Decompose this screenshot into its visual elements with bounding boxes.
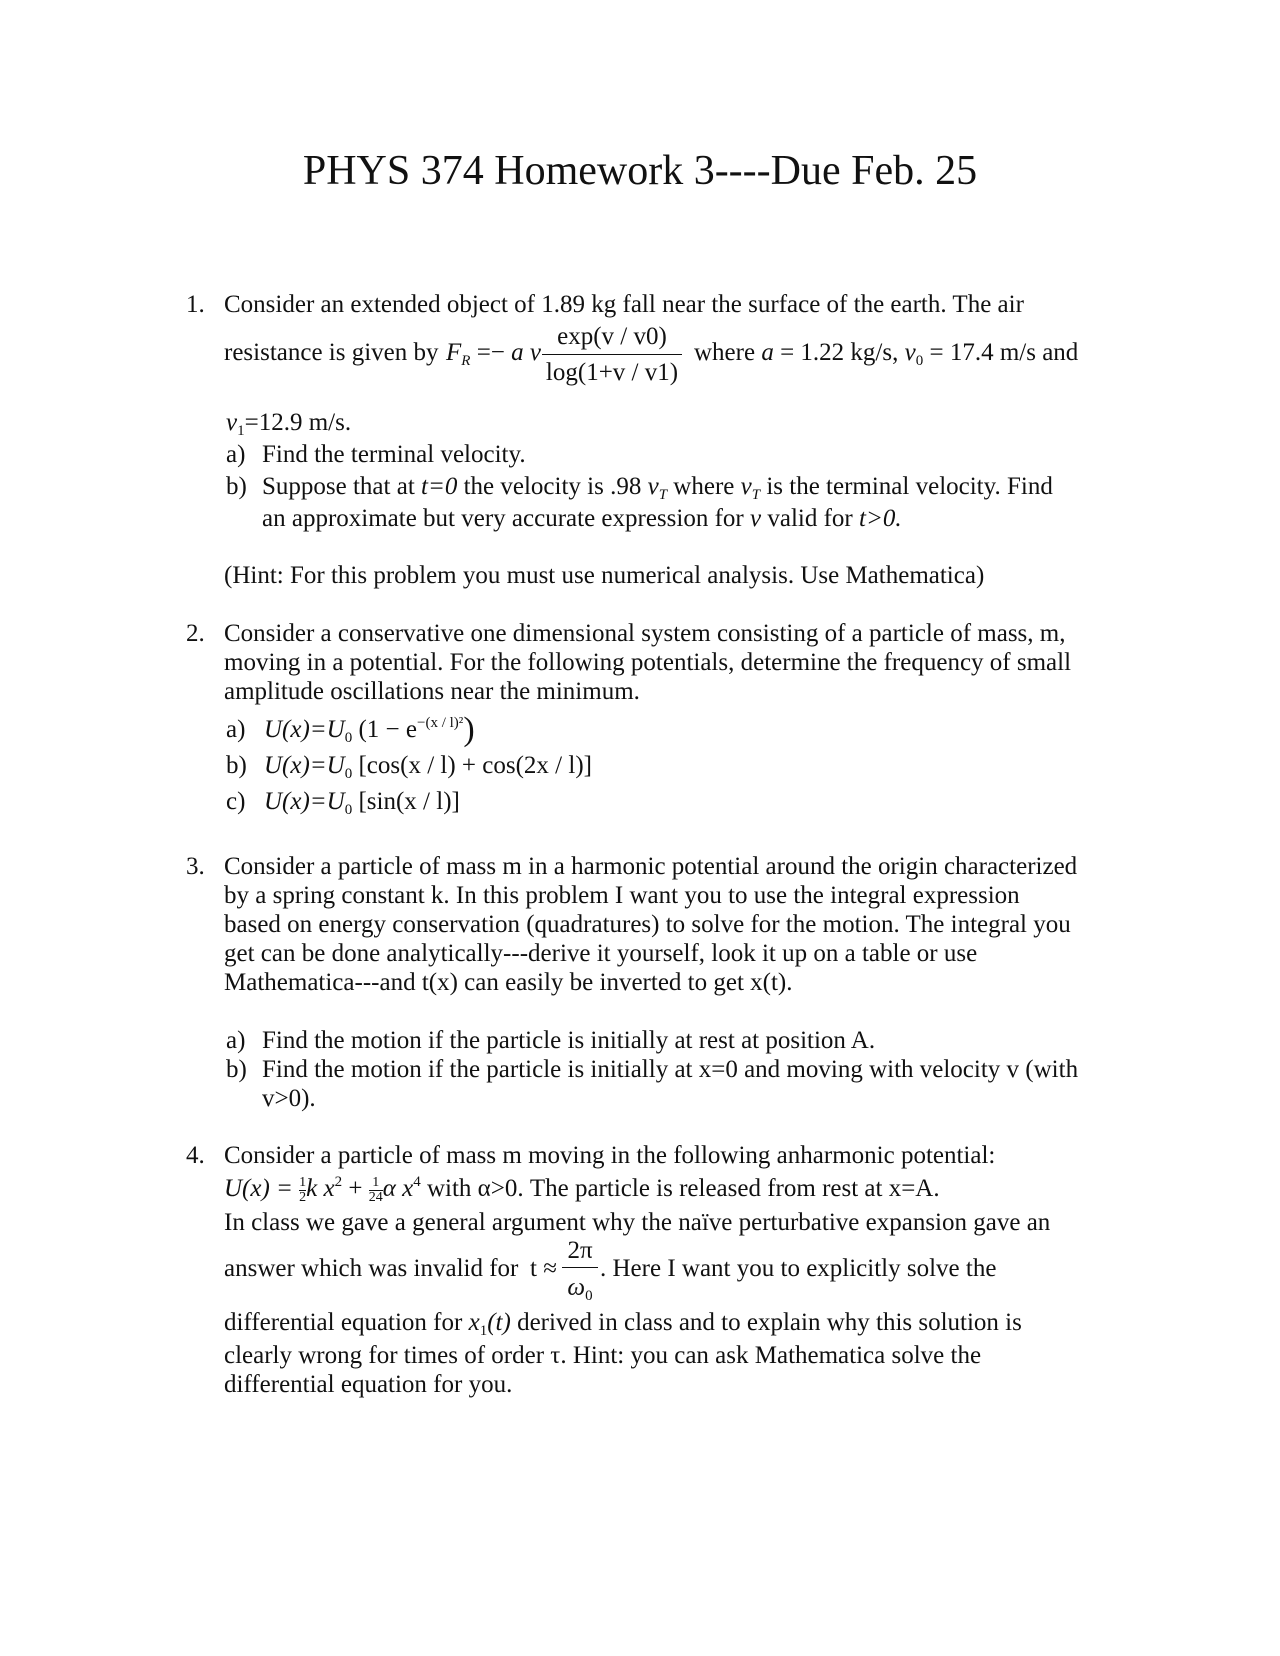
v0-symbol: v xyxy=(904,339,916,366)
problem-1a-label: a) xyxy=(226,441,246,468)
problem-1-number: 1. xyxy=(186,291,205,318)
where-text: where xyxy=(694,339,756,366)
p1b-vT: v xyxy=(647,473,659,500)
problem-1a-text: Find the terminal velocity. xyxy=(262,441,526,468)
force-fraction-denominator: log(1+v / v1) xyxy=(545,359,679,386)
problem-2-number: 2. xyxy=(186,620,205,647)
p4-l6-pre: clearly wrong for times of order xyxy=(224,1342,545,1369)
p4-k-sup: 2 xyxy=(334,1174,343,1190)
p1b-vT-sub: T xyxy=(658,487,668,503)
p4-t-approx: t ≈ xyxy=(530,1255,557,1282)
p2a-rhs-post: ) xyxy=(463,711,475,748)
p4-alpha: α x xyxy=(382,1175,414,1202)
problem-2b-label: b) xyxy=(226,752,247,779)
problem-1b-line2 xyxy=(262,504,902,533)
problem-4-line4-post: . Here I want you to explicitly solve the xyxy=(600,1255,997,1282)
problem-2b-expr xyxy=(264,751,592,780)
problem-3a-text: Find the motion if the particle is initially at rest at position A. xyxy=(262,1027,876,1054)
problem-1-line2-prefix: resistance is given by xyxy=(224,339,439,366)
p2a-sup: −(x / l)² xyxy=(417,715,464,731)
p1b-post: is the terminal velocity. Find xyxy=(760,473,1053,500)
problem-2c-label: c) xyxy=(226,788,246,815)
p4-x1-arg: (t) xyxy=(487,1309,511,1336)
p2c-sub: 0 xyxy=(344,802,353,818)
p4-tau: τ xyxy=(550,1342,561,1369)
problem-4-potential xyxy=(224,1174,940,1205)
page-title: PHYS 374 Homework 3----Due Feb. 25 xyxy=(302,148,978,194)
p2b-lhs: U(x)=U xyxy=(264,752,345,779)
problem-3-line3: based on energy conservation (quadratures) to solve for the motion. The integral you xyxy=(224,911,1071,938)
force-a: a xyxy=(511,339,524,366)
problem-4-line7: differential equation for you. xyxy=(224,1371,513,1398)
force-symbol: F xyxy=(446,339,462,366)
p2a-rhs-pre: (1 − e xyxy=(358,716,418,743)
problem-3b-line2: v>0). xyxy=(262,1085,316,1112)
p1b-vT-sub-2: T xyxy=(751,487,761,503)
problem-3-line2: by a spring constant k. In this problem I want you to use the integral expression xyxy=(224,882,1020,909)
problem-2a-expr xyxy=(264,711,475,748)
p4-l5-post: derived in class and to explain why this solution is xyxy=(517,1309,1022,1336)
p4-alpha-sup: 4 xyxy=(413,1174,421,1190)
problem-1-line1: Consider an extended object of 1.89 kg fall near the surface of the earth. The air xyxy=(224,291,1024,318)
p4-omega-sub: 0 xyxy=(585,1288,593,1304)
problem-1b-line1 xyxy=(262,472,1053,501)
problem-1-v1 xyxy=(226,408,351,437)
problem-3b-label: b) xyxy=(226,1056,247,1083)
p1b-l2-pre: an approximate but very accurate expression for xyxy=(262,505,750,532)
problem-3-line4: get can be done analytically---derive it yourself, look it up on a table or use xyxy=(224,940,978,967)
v1-value: =12.9 m/s. xyxy=(244,409,352,436)
problem-4-line5 xyxy=(224,1308,1022,1337)
force-fraction-numerator: exp(v / v0) xyxy=(557,323,667,350)
problem-2-intro: Consider a conservative one dimensional system consisting of a particle of mass, m, moving in a potential. For the following potentials, determine the frequency of small amplitude oscillations near the minimum. xyxy=(224,620,1072,705)
problem-3a-label: a) xyxy=(226,1027,246,1054)
problem-2c-expr xyxy=(264,787,460,816)
p4-omega: ω xyxy=(567,1274,586,1301)
p4-x1: x xyxy=(468,1309,480,1336)
a-symbol: a xyxy=(761,339,774,366)
problem-3-line1: Consider a particle of mass m in a harmonic potential around the origin characterized xyxy=(224,853,1078,880)
p4-l6-post: . Hint: you can ask Mathematica solve the xyxy=(560,1342,982,1369)
p4-q-den: 24 xyxy=(368,1189,383,1205)
p1b-tgt: t>0. xyxy=(859,505,902,532)
problem-1-params xyxy=(694,338,1078,367)
v0-value: = 17.4 m/s and xyxy=(923,339,1079,366)
p4-plus: + xyxy=(342,1175,369,1202)
problem-4-line3: In class we gave a general argument why the naïve perturbative expansion gave an xyxy=(224,1209,1051,1236)
problem-4-line1: Consider a particle of mass m moving in the following anharmonic potential: xyxy=(224,1142,996,1169)
problem-1-hint: (Hint: For this problem you must use numerical analysis. Use Mathematica) xyxy=(224,562,985,589)
p2b-sub: 0 xyxy=(344,766,353,782)
a-value: = 1.22 kg/s, xyxy=(773,339,899,366)
force-sub: R xyxy=(461,353,471,369)
p2a-sub: 0 xyxy=(344,730,353,746)
problem-4-number: 4. xyxy=(186,1142,205,1169)
p2a-lhs: U(x)=U xyxy=(264,716,345,743)
problem-2a-label: a) xyxy=(226,716,246,743)
v1-symbol: v xyxy=(226,409,238,436)
p4-pot-lhs: U(x) = xyxy=(224,1175,300,1202)
p1b-l2-mid: valid for xyxy=(761,505,859,532)
problem-1-line2-text xyxy=(224,338,439,367)
p4-half-den: 2 xyxy=(299,1189,307,1205)
problem-3-line5: Mathematica---and t(x) can easily be inverted to get x(t). xyxy=(224,969,793,996)
p1b-t0: t=0 xyxy=(421,473,458,500)
v1-sub: 1 xyxy=(237,423,245,439)
p2c-lhs: U(x)=U xyxy=(264,788,345,815)
p4-k: k x xyxy=(306,1175,335,1202)
p1b-v: v xyxy=(750,505,762,532)
force-v: v xyxy=(529,339,542,366)
p2b-rhs: [cos(x / l) + cos(2x / l)] xyxy=(358,752,592,779)
v0-sub: 0 xyxy=(915,353,924,369)
problem-3-number: 3. xyxy=(186,853,205,880)
p1b-mid: the velocity is .98 xyxy=(457,473,648,500)
p4-tau-den xyxy=(560,1273,600,1302)
problem-1b-label: b) xyxy=(226,473,247,500)
p2c-rhs: [sin(x / l)] xyxy=(358,788,460,815)
p4-l5-pre: differential equation for xyxy=(224,1309,463,1336)
force-fraction-bar xyxy=(542,354,682,355)
p4-x1-sub: 1 xyxy=(479,1323,488,1339)
p4-tail: with α>0. The particle is released from rest at x=A. xyxy=(420,1175,940,1202)
p4-tau-bar xyxy=(562,1267,598,1268)
p4-half-num: 1 xyxy=(299,1174,307,1190)
p4-q-num: 1 xyxy=(369,1176,383,1191)
p1b-vT-2: v xyxy=(740,473,752,500)
p1b-pre: Suppose that at xyxy=(262,473,422,500)
p4-quarter xyxy=(369,1176,383,1205)
force-eq: =− xyxy=(476,339,505,366)
p1b-mid2: where xyxy=(667,473,741,500)
problem-4-line6 xyxy=(224,1341,981,1370)
p4-tau-num: 2π xyxy=(567,1237,593,1264)
problem-4-line4-pre: answer which was invalid for xyxy=(224,1255,519,1282)
problem-3b-line1: Find the motion if the particle is initially at x=0 and moving with velocity v (with xyxy=(262,1056,1079,1083)
force-expression xyxy=(446,338,541,367)
